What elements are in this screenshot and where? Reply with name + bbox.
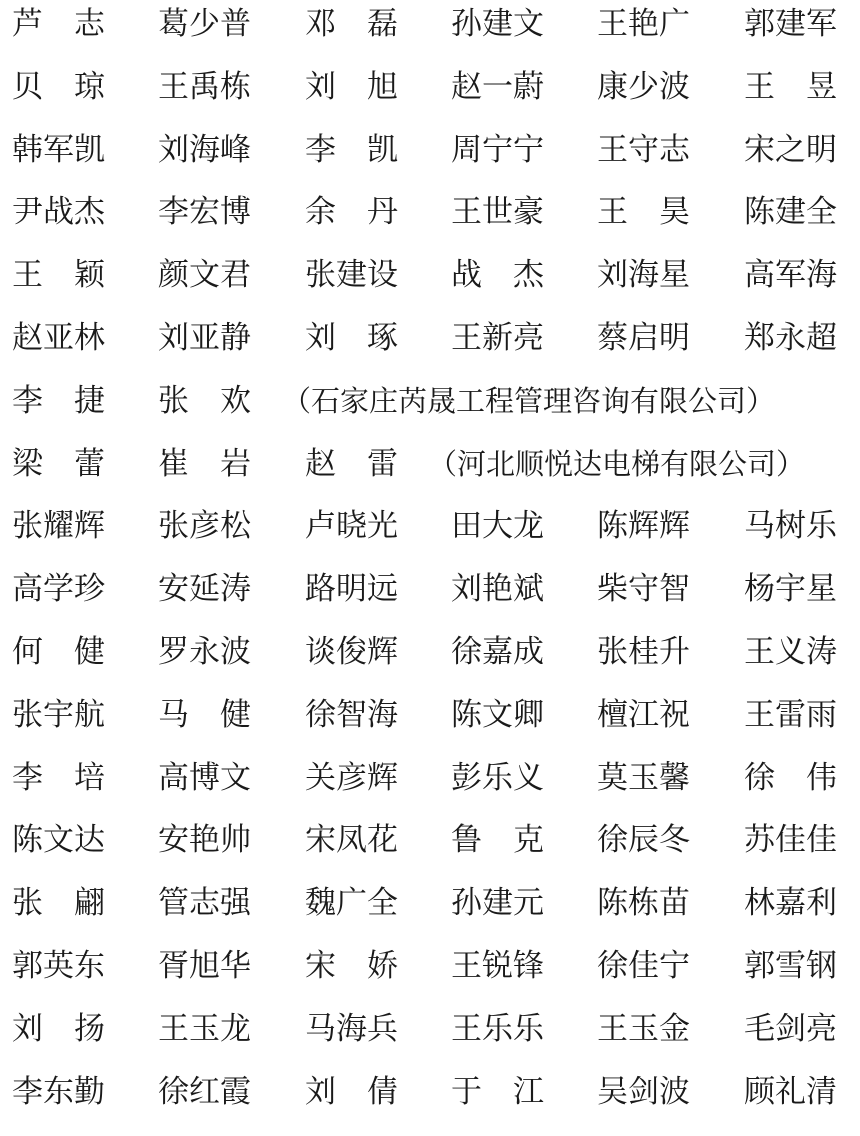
person-name: 王世豪: [451, 194, 544, 231]
person-name: 毛剑亮: [744, 1010, 837, 1047]
person-name: 崔 岩: [158, 445, 251, 482]
person-name: 李 捷: [12, 382, 105, 419]
person-name: 葛少普: [158, 6, 251, 42]
person-name: 管志强: [158, 885, 251, 922]
person-name: 贝 琼: [12, 68, 105, 105]
person-name: 王乐乐: [451, 1010, 544, 1047]
person-name: 高军海: [744, 257, 837, 294]
person-name: 王 昊: [597, 194, 690, 231]
person-name: 李 凯: [305, 131, 398, 168]
person-name: 徐嘉成: [451, 634, 544, 670]
name-row: [0, 695, 860, 759]
name-row: [0, 1072, 860, 1136]
company-note: （河北顺悦达电梯有限公司）: [428, 446, 806, 481]
person-name: 刘亚静: [158, 320, 251, 356]
person-name: 安延涛: [158, 571, 251, 608]
name-row: [0, 444, 860, 508]
person-name: 杨宇星: [744, 571, 837, 608]
person-name: 王艳广: [597, 6, 690, 42]
person-name: 张 欢: [158, 382, 251, 419]
person-name: 刘 旭: [305, 68, 398, 105]
person-name: 余 丹: [305, 194, 398, 231]
person-name: 苏佳佳: [744, 822, 837, 859]
person-name: 马海兵: [305, 1010, 398, 1047]
name-row: [0, 506, 860, 570]
person-name: 王雷雨: [744, 696, 837, 733]
person-name: 韩军凯: [12, 131, 105, 168]
person-name: 徐智海: [305, 696, 398, 733]
person-name: 林嘉利: [744, 885, 837, 922]
person-name: 郭雪钢: [744, 948, 837, 984]
person-name: 路明远: [305, 571, 398, 608]
person-name: 王锐锋: [451, 948, 544, 984]
person-name: 卢晓光: [305, 508, 398, 545]
person-name: 赵 雷: [305, 445, 398, 482]
person-name: 张宇航: [12, 696, 105, 733]
person-name: 郑永超: [744, 320, 837, 356]
name-row: [0, 1009, 860, 1073]
name-row: [0, 569, 860, 633]
person-name: 张建设: [305, 257, 398, 294]
person-name: 康少波: [597, 68, 690, 105]
person-name: 尹战杰: [12, 194, 105, 231]
person-name: 于 江: [451, 1073, 544, 1110]
person-name: 关彦辉: [305, 759, 398, 796]
name-row: [0, 632, 860, 696]
person-name: 胥旭华: [158, 948, 251, 984]
person-name: 檀江祝: [597, 696, 690, 733]
person-name: 孙建元: [451, 885, 544, 922]
person-name: 徐 伟: [744, 759, 837, 796]
name-row: [0, 946, 860, 1010]
person-name: 宋 娇: [305, 948, 398, 984]
name-row: [0, 67, 860, 131]
name-row: [0, 255, 860, 319]
person-name: 陈栋苗: [597, 885, 690, 922]
person-name: 陈文卿: [451, 696, 544, 733]
person-name: 张彦松: [158, 508, 251, 545]
person-name: 刘 扬: [12, 1010, 105, 1047]
person-name: 宋凤花: [305, 822, 398, 859]
person-name: 战 杰: [451, 257, 544, 294]
person-name: 莫玉馨: [597, 759, 690, 796]
person-name: 马树乐: [744, 508, 837, 545]
person-name: 王 颖: [12, 257, 105, 294]
person-name: 张 翩: [12, 885, 105, 922]
person-name: 刘 琢: [305, 320, 398, 356]
person-name: 李宏博: [158, 194, 251, 231]
person-name: 颜文君: [158, 257, 251, 294]
person-name: 安艳帅: [158, 822, 251, 859]
person-name: 张桂升: [597, 634, 690, 670]
person-name: 陈文达: [12, 822, 105, 859]
name-row: [0, 758, 860, 822]
person-name: 陈辉辉: [597, 508, 690, 545]
person-name: 高博文: [158, 759, 251, 796]
person-name: 柴守智: [597, 571, 690, 608]
person-name: 徐辰冬: [597, 822, 690, 859]
name-row: [0, 192, 860, 256]
person-name: 刘海星: [597, 257, 690, 294]
person-name: 周宁宁: [451, 131, 544, 168]
person-name: 罗永波: [158, 634, 251, 670]
name-row: [0, 883, 860, 947]
name-row: [0, 4, 860, 68]
person-name: 高学珍: [12, 571, 105, 608]
person-name: 蔡启明: [597, 320, 690, 356]
person-name: 何 健: [12, 634, 105, 670]
name-row: [0, 318, 860, 382]
person-name: 王义涛: [744, 634, 837, 670]
person-name: 徐红霞: [158, 1073, 251, 1110]
person-name: 吴剑波: [597, 1073, 690, 1110]
person-name: 王玉龙: [158, 1010, 251, 1047]
person-name: 魏广全: [305, 885, 398, 922]
person-name: 李东勤: [12, 1073, 105, 1110]
name-row: [0, 381, 860, 445]
person-name: 鲁 克: [451, 822, 544, 859]
person-name: 邓 磊: [305, 6, 398, 42]
person-name: 王禹栋: [158, 68, 251, 105]
person-name: 郭建军: [744, 6, 837, 42]
person-name: 刘艳斌: [451, 571, 544, 608]
person-name: 刘 倩: [305, 1073, 398, 1110]
person-name: 王守志: [597, 131, 690, 168]
person-name: 宋之明: [744, 131, 837, 168]
person-name: 彭乐义: [451, 759, 544, 796]
person-name: 梁 蕾: [12, 445, 105, 482]
person-name: 王 昱: [744, 68, 837, 105]
person-name: 李 培: [12, 759, 105, 796]
person-name: 顾礼清: [744, 1073, 837, 1110]
person-name: 王新亮: [451, 320, 544, 356]
company-note: （石家庄芮晟工程管理咨询有限公司）: [282, 383, 776, 418]
name-row: [0, 130, 860, 194]
person-name: 孙建文: [451, 6, 544, 42]
person-name: 刘海峰: [158, 131, 251, 168]
person-name: 田大龙: [451, 508, 544, 545]
person-name: 郭英东: [12, 948, 105, 984]
person-name: 王玉金: [597, 1010, 690, 1047]
person-name: 谈俊辉: [305, 634, 398, 670]
person-name: 马 健: [158, 696, 251, 733]
person-name: 芦 志: [12, 6, 105, 42]
person-name: 徐佳宁: [597, 948, 690, 984]
person-name: 陈建全: [744, 194, 837, 231]
person-name: 张耀辉: [12, 508, 105, 545]
person-name: 赵一蔚: [451, 68, 544, 105]
name-row: [0, 820, 860, 884]
person-name: 赵亚林: [12, 320, 105, 356]
